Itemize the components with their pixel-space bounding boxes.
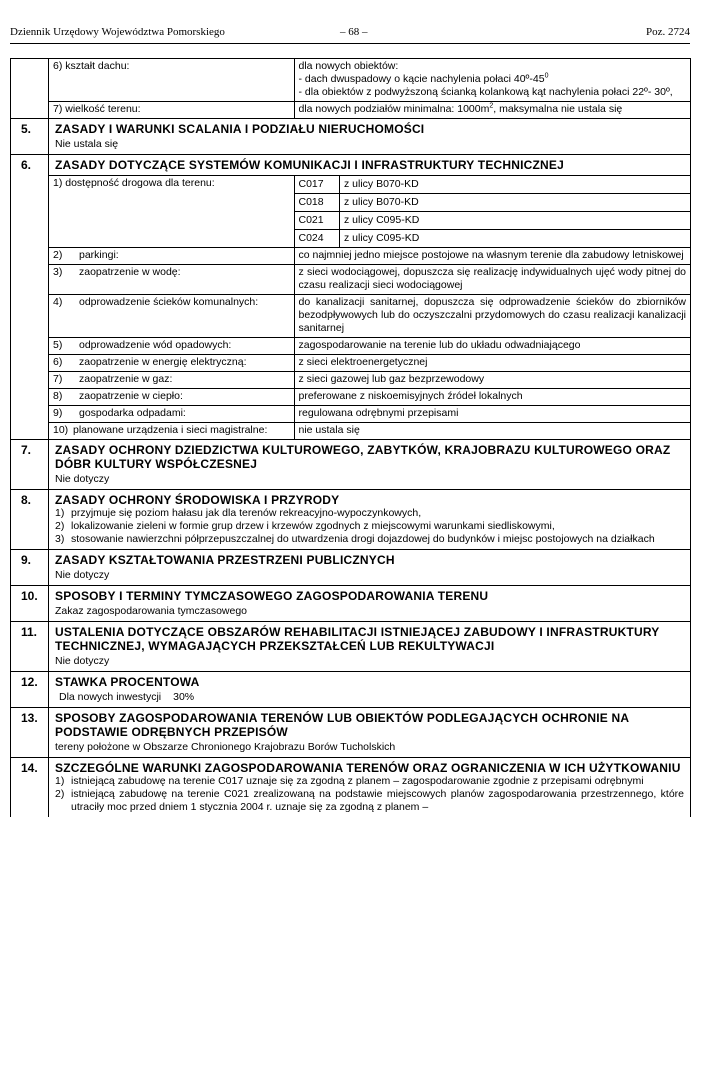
road-row: C021 z ulicy C095-KD	[295, 212, 691, 230]
area-value: dla nowych podziałów minimalna: $1000m^2$, maksymalna nie ustala się	[294, 102, 690, 119]
section-body: tereny położone w Obszarze Chronionego Krajobrazu Borów Tucholskich	[55, 741, 396, 753]
section-10: 10. SPOSOBY I TERMINY TYMCZASOWEGO ZAGOSPODAROWANIA TERENU Zakaz zagospodarowania tymczasowego	[11, 586, 691, 622]
section-14: 14. SZCZEGÓLNE WARUNKI ZAGOSPODAROWANIA TERENÓW ORAZ OGRANICZENIA W ICH UŻYTKOWANIU 1) istniejącą zabudowę na terenie C017 uznaje się za zgodną z planem – zagospodarowanie zgodnie z przepisami odrębnymi 2) istniejącą zabudowę na terenie C021 zrealizowaną na podstawie miejscowych planów zagospodarowania przestrzennego, które utraciły moc przed dniem 1 stycznia 2004 r. uznaje się za zgodną z planem –	[11, 758, 691, 818]
infra-row: 9) gospodarka odpadami: regulowana odrębnymi przepisami	[49, 406, 690, 423]
road-access-row	[49, 176, 690, 248]
roof-value: dla nowych obiektów: - dach dwuspadowy o kącie nachylenia połaci $40º-45^0$ - dla obiektów z podwyższoną ścianką kolankową kąt nachylenia połaci 22º- 30º,	[294, 59, 690, 102]
infra-row: 3) zaopatrzenie w wodę: z sieci wodociągowej, dopuszcza się realizację indywidualnych ujęć wody pitnej do czasu realizacji sieci wodociągowej	[49, 265, 690, 295]
section-title: ZASADY OCHRONY ŚRODOWISKA I PRZYRODY	[55, 493, 340, 507]
continuation-row	[11, 59, 691, 119]
document-body	[10, 58, 691, 817]
section-8: 8. ZASADY OCHRONY ŚRODOWISKA I PRZYRODY 1) przyjmuje się poziom hałasu jak dla terenów rekreacyjno-wypoczynkowych, 2) lokalizowanie zieleni w formie grup drzew i krzewów zgodnych z miejscowymi warunkami siedliskowymi, 3) stosowanie nawierzchni półprzepuszczalnej do utwardzenia drogi dojazdowej do budynków i miejsc postojowych na działkach	[11, 490, 691, 550]
section-6: 6. ZASADY DOTYCZĄCE SYSTEMÓW KOMUNIKACJI I INFRASTRUKTURY TECHNICZNEJ 1) dostępność drogowa dla terenu: C017 z ulicy B070-KD C018 z ulicy B070-KD C021 z ulicy C095-KD C024 z ulicy C095-KD 2) parkingi: co najmniej jedno miejsce postojowe na własnym terenie dla zabudowy letniskowej 3) zaopatrzenie w wodę: z sieci wodociągowej, dopuszcza się realizację indywidualnych ujęć wody pitnej do czasu realizacji sieci wodociągowej 4) odprowadzenie ścieków komunalnych: do kanalizacji sanitarnej, dopuszcza się odprowadzenie ścieków do zbiorników bezodpływowych lub do oczyszczalni przydomowych do czasu realizacji kanalizacji sanitarnej 5) odprowadzenie wód opadowych: zagospodarowanie na terenie lub do układu odwadniającego 6) zaopatrzenie w energię elektryczną: z sieci elektroenergetycznej 7) zaopatrzenie w gaz: z sieci gazowej lub gaz bezprzewodowy 8) zaopatrzenie w ciepło: preferowane z niskoemisyjnych źródeł lokalnych 9) gospodarka odpadami: regulowana odrębnymi przepisami 10) planowane urządzenia i sieci magistralne: nie ustala się	[11, 155, 691, 440]
infra-row: 5) odprowadzenie wód opadowych: zagospodarowanie na terenie lub do układu odwadniającego	[49, 338, 690, 355]
infra-row: 7) zaopatrzenie w gaz: z sieci gazowej lub gaz bezprzewodowy	[49, 372, 690, 389]
position-number: Poz. 2724	[646, 26, 690, 38]
header-rule	[10, 43, 690, 44]
special-conditions-list	[49, 775, 690, 817]
list-item: 1) przyjmuje się poziom hałasu jak dla terenów rekreacyjno-wypoczynkowych,	[55, 507, 422, 519]
section-title: ZASADY KSZTAŁTOWANIA PRZESTRZENI PUBLICZNYCH	[55, 553, 395, 567]
section-title: ZASADY I WARUNKI SCALANIA I PODZIAŁU NIERUCHOMOŚCI	[55, 122, 425, 136]
section-body: Nie dotyczy	[55, 473, 110, 485]
journal-title: Dziennik Urzędowy Województwa Pomorskiego	[10, 26, 225, 38]
section-body: Nie ustala się	[55, 138, 119, 150]
list-item: 2) lokalizowanie zieleni w formie grup drzew i krzewów zgodnych z miejscowymi warunkami siedliskowymi,	[55, 520, 555, 532]
infra-row: 4) odprowadzenie ścieków komunalnych: do kanalizacji sanitarnej, dopuszcza się odprowadzenie ścieków do zbiorników bezodpływowych lub do oczyszczalni przydomowych do czasu realizacji kanalizacji sanitarnej	[49, 295, 690, 338]
section-body: Dla nowych inwestycji 30%	[59, 691, 195, 703]
plan-table	[10, 58, 691, 817]
section-title: ZASADY DOTYCZĄCE SYSTEMÓW KOMUNIKACJI I INFRASTRUKTURY TECHNICZNEJ	[55, 158, 564, 172]
section-9: 9. ZASADY KSZTAŁTOWANIA PRZESTRZENI PUBLICZNYCH Nie dotyczy	[11, 550, 691, 586]
continuation-table	[49, 59, 690, 118]
roof-label: 6) kształt dachu:	[49, 59, 294, 102]
road-row: C024 z ulicy C095-KD	[295, 230, 691, 248]
section-title: ZASADY OCHRONY DZIEDZICTWA KULTUROWEGO, ZABYTKÓW, KRAJOBRAZU KULTUROWEGO ORAZ DÓBR KULTURY WSPÓŁCZESNEJ	[55, 443, 671, 471]
section-title: SZCZEGÓLNE WARUNKI ZAGOSPODAROWANIA TERENÓW ORAZ OGRANICZENIA W ICH UŻYTKOWANIU	[55, 761, 681, 775]
section-11: 11. USTALENIA DOTYCZĄCE OBSZARÓW REHABILITACJI ISTNIEJĄCEJ ZABUDOWY I INFRASTRUKTURY TECHNICZNEJ, WYMAGAJĄCYCH PRZEKSZTAŁCEŃ LUB REKULTYWACJI Nie dotyczy	[11, 622, 691, 672]
page-number: – 68 –	[340, 26, 368, 38]
section-title: STAWKA PROCENTOWA	[55, 675, 200, 689]
section-7: 7. ZASADY OCHRONY DZIEDZICTWA KULTUROWEGO, ZABYTKÓW, KRAJOBRAZU KULTUROWEGO ORAZ DÓBR KULTURY WSPÓŁCZESNEJ Nie dotyczy	[11, 440, 691, 490]
roof-row	[49, 59, 690, 102]
road-access-label: 1) dostępność drogowa dla terenu:	[49, 176, 294, 248]
road-access-table	[295, 176, 691, 247]
section-13: 13. SPOSOBY ZAGOSPODAROWANIA TERENÓW LUB OBIEKTÓW PODLEGAJĄCYCH OCHRONIE NA PODSTAWIE ODRĘBNYCH PRZEPISÓW tereny położone w Obszarze Chronionego Krajobrazu Borów Tucholskich	[11, 708, 691, 758]
rate-value: 30%	[173, 691, 195, 703]
area-row	[49, 102, 690, 119]
environment-list	[49, 507, 690, 549]
section-title: USTALENIA DOTYCZĄCE OBSZARÓW REHABILITACJI ISTNIEJĄCEJ ZABUDOWY I INFRASTRUKTURY TECHNICZNEJ, WYMAGAJĄCYCH PRZEKSZTAŁCEŃ LUB REKULTYWACJI	[55, 625, 660, 653]
road-row: C017 z ulicy B070-KD	[295, 176, 691, 194]
infra-row: 6) zaopatrzenie w energię elektryczną: z sieci elektroenergetycznej	[49, 355, 690, 372]
infra-row: 2) parkingi: co najmniej jedno miejsce postojowe na własnym terenie dla zabudowy letniskowej	[49, 248, 690, 265]
infra-row: 10) planowane urządzenia i sieci magistralne: nie ustala się	[49, 423, 690, 440]
section-12: 12. STAWKA PROCENTOWA Dla nowych inwestycji 30%	[11, 672, 691, 708]
area-label: 7) wielkość terenu:	[49, 102, 294, 119]
list-item: 1) istniejącą zabudowę na terenie C017 uznaje się za zgodną z planem – zagospodarowanie zgodnie z przepisami odrębnymi	[55, 775, 644, 787]
page-header	[10, 26, 690, 40]
road-row: C018 z ulicy B070-KD	[295, 194, 691, 212]
section-title: SPOSOBY ZAGOSPODAROWANIA TERENÓW LUB OBIEKTÓW PODLEGAJĄCYCH OCHRONIE NA PODSTAWIE ODRĘBNYCH PRZEPISÓW	[55, 711, 629, 739]
section-5: 5. ZASADY I WARUNKI SCALANIA I PODZIAŁU NIERUCHOMOŚCI Nie ustala się	[11, 119, 691, 155]
list-item: 2) istniejącą zabudowę na terenie C021 zrealizowaną na podstawie miejscowych planów zagospodarowania przestrzennego, które utraciły moc przed dniem 1 stycznia 2004 r. uznaje się za zgodną z planem –	[55, 788, 684, 813]
section-body: Nie dotyczy	[55, 569, 110, 581]
section-body: Zakaz zagospodarowania tymczasowego	[55, 605, 248, 617]
list-item: 3) stosowanie nawierzchni półprzepuszczalnej do utwardzenia drogi dojazdowej do budynków i miejsc postojowych na działkach	[55, 533, 655, 545]
infra-row: 8) zaopatrzenie w ciepło: preferowane z niskoemisyjnych źródeł lokalnych	[49, 389, 690, 406]
infrastructure-table	[49, 175, 690, 439]
section-body: Nie dotyczy	[55, 655, 110, 667]
section-title: SPOSOBY I TERMINY TYMCZASOWEGO ZAGOSPODAROWANIA TERENU	[55, 589, 489, 603]
